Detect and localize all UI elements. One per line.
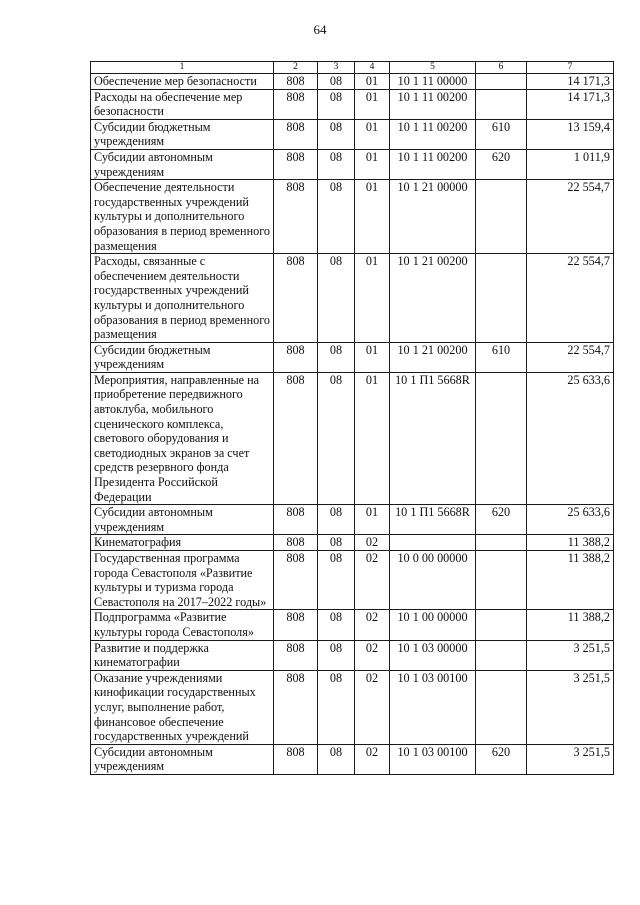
row-target-article-code: 10 1 11 00200: [390, 149, 476, 179]
row-expense-type-code: 620: [476, 149, 527, 179]
row-amount: 11 388,2: [527, 551, 614, 610]
row-section-code: 08: [318, 610, 355, 640]
row-amount: 1 011,9: [527, 149, 614, 179]
row-section-code: 08: [318, 670, 355, 744]
row-section-code: 08: [318, 505, 355, 535]
column-header: 7: [527, 62, 614, 74]
row-section-code: 08: [318, 254, 355, 343]
row-ved-code: 808: [274, 670, 318, 744]
row-ved-code: 808: [274, 551, 318, 610]
row-amount: 3 251,5: [527, 670, 614, 744]
row-name: Государственная программа города Севастополя «Развитие культуры и туризма города Севастополя на 2017–2022 годы»: [91, 551, 274, 610]
row-ved-code: 808: [274, 119, 318, 149]
row-expense-type-code: 620: [476, 744, 527, 774]
row-subsection-code: 02: [355, 744, 390, 774]
row-subsection-code: 02: [355, 535, 390, 551]
row-section-code: 08: [318, 372, 355, 504]
row-section-code: 08: [318, 744, 355, 774]
row-section-code: 08: [318, 551, 355, 610]
row-subsection-code: 01: [355, 89, 390, 119]
row-target-article-code: 10 1 03 00100: [390, 670, 476, 744]
row-ved-code: 808: [274, 505, 318, 535]
table-row: [91, 551, 614, 610]
row-subsection-code: 01: [355, 254, 390, 343]
row-expense-type-code: [476, 670, 527, 744]
row-target-article-code: 10 1 03 00100: [390, 744, 476, 774]
row-amount: 25 633,6: [527, 372, 614, 504]
row-target-article-code: 10 1 П1 5668R: [390, 372, 476, 504]
row-name: Оказание учреждениями кинофикации государственных услуг, выполнение работ, финансовое обеспечение государственных учреждений: [91, 670, 274, 744]
row-target-article-code: 10 1 21 00200: [390, 342, 476, 372]
row-target-article-code: 10 1 11 00200: [390, 119, 476, 149]
row-ved-code: 808: [274, 149, 318, 179]
row-ved-code: 808: [274, 74, 318, 90]
table-row: [91, 640, 614, 670]
row-section-code: 08: [318, 119, 355, 149]
row-subsection-code: 02: [355, 610, 390, 640]
row-amount: 13 159,4: [527, 119, 614, 149]
row-ved-code: 808: [274, 535, 318, 551]
row-target-article-code: 10 1 11 00000: [390, 74, 476, 90]
row-ved-code: 808: [274, 640, 318, 670]
row-amount: 25 633,6: [527, 505, 614, 535]
row-name: Обеспечение деятельности государственных учреждений культуры и дополнительного образования в период временного размещения: [91, 180, 274, 254]
row-amount: 3 251,5: [527, 744, 614, 774]
row-ved-code: 808: [274, 180, 318, 254]
table-row: [91, 610, 614, 640]
column-header: 6: [476, 62, 527, 74]
table-row: [91, 342, 614, 372]
row-target-article-code: 10 1 П1 5668R: [390, 505, 476, 535]
row-target-article-code: [390, 535, 476, 551]
row-expense-type-code: [476, 254, 527, 343]
row-target-article-code: 10 1 11 00200: [390, 89, 476, 119]
row-target-article-code: 10 1 03 00000: [390, 640, 476, 670]
row-expense-type-code: [476, 535, 527, 551]
row-subsection-code: 01: [355, 119, 390, 149]
row-subsection-code: 02: [355, 551, 390, 610]
row-amount: 22 554,7: [527, 342, 614, 372]
table-row: [91, 74, 614, 90]
budget-table: [90, 61, 614, 775]
row-expense-type-code: 610: [476, 342, 527, 372]
row-name: Развитие и поддержка кинематографии: [91, 640, 274, 670]
row-target-article-code: 10 0 00 00000: [390, 551, 476, 610]
row-subsection-code: 01: [355, 342, 390, 372]
row-expense-type-code: [476, 610, 527, 640]
row-ved-code: 808: [274, 372, 318, 504]
row-name: Субсидии автономным учреждениям: [91, 505, 274, 535]
row-ved-code: 808: [274, 254, 318, 343]
row-subsection-code: 01: [355, 180, 390, 254]
table-row: [91, 149, 614, 179]
table-row: [91, 505, 614, 535]
row-section-code: 08: [318, 342, 355, 372]
row-expense-type-code: [476, 640, 527, 670]
row-name: Подпрограмма «Развитие культуры города Севастополя»: [91, 610, 274, 640]
row-subsection-code: 01: [355, 74, 390, 90]
row-name: Кинематография: [91, 535, 274, 551]
table-row: [91, 180, 614, 254]
row-ved-code: 808: [274, 89, 318, 119]
column-header: 1: [91, 62, 274, 74]
row-amount: 14 171,3: [527, 89, 614, 119]
row-section-code: 08: [318, 180, 355, 254]
row-section-code: 08: [318, 74, 355, 90]
column-header: 3: [318, 62, 355, 74]
row-name: Субсидии автономным учреждениям: [91, 149, 274, 179]
row-section-code: 08: [318, 89, 355, 119]
row-name: Обеспечение мер безопасности: [91, 74, 274, 90]
row-target-article-code: 10 1 21 00000: [390, 180, 476, 254]
page-number: 64: [313, 22, 327, 37]
row-amount: 11 388,2: [527, 610, 614, 640]
table-row: [91, 254, 614, 343]
row-expense-type-code: [476, 74, 527, 90]
row-amount: 14 171,3: [527, 74, 614, 90]
row-subsection-code: 01: [355, 149, 390, 179]
row-name: Расходы, связанные с обеспечением деятельности государственных учреждений культуры и дополнительного образования в период временного размещения: [91, 254, 274, 343]
table-row: [91, 119, 614, 149]
table-row: [91, 372, 614, 504]
column-header: 4: [355, 62, 390, 74]
header-row: [91, 62, 614, 74]
row-section-code: 08: [318, 149, 355, 179]
row-amount: 3 251,5: [527, 640, 614, 670]
row-ved-code: 808: [274, 342, 318, 372]
table-row: [91, 89, 614, 119]
row-ved-code: 808: [274, 610, 318, 640]
row-target-article-code: 10 1 21 00200: [390, 254, 476, 343]
table-row: [91, 535, 614, 551]
row-section-code: 08: [318, 640, 355, 670]
row-expense-type-code: [476, 372, 527, 504]
table-row: [91, 744, 614, 774]
row-name: Мероприятия, направленные на приобретение передвижного автоклуба, мобильного сценического комплекса, светового оборудования и светодиодных экранов за счет средств резервного фонда Президента Российской Федерации: [91, 372, 274, 504]
row-subsection-code: 01: [355, 505, 390, 535]
row-amount: 11 388,2: [527, 535, 614, 551]
row-name: Расходы на обеспечение мер безопасности: [91, 89, 274, 119]
row-subsection-code: 02: [355, 670, 390, 744]
column-header: 2: [274, 62, 318, 74]
row-target-article-code: 10 1 00 00000: [390, 610, 476, 640]
table-row: [91, 670, 614, 744]
row-name: Субсидии бюджетным учреждениям: [91, 342, 274, 372]
row-subsection-code: 01: [355, 372, 390, 504]
row-section-code: 08: [318, 535, 355, 551]
row-expense-type-code: 610: [476, 119, 527, 149]
table-body: [91, 74, 614, 775]
row-name: Субсидии автономным учреждениям: [91, 744, 274, 774]
row-expense-type-code: 620: [476, 505, 527, 535]
row-expense-type-code: [476, 551, 527, 610]
row-subsection-code: 02: [355, 640, 390, 670]
row-amount: 22 554,7: [527, 180, 614, 254]
row-name: Субсидии бюджетным учреждениям: [91, 119, 274, 149]
row-ved-code: 808: [274, 744, 318, 774]
column-header: 5: [390, 62, 476, 74]
row-amount: 22 554,7: [527, 254, 614, 343]
row-expense-type-code: [476, 180, 527, 254]
row-expense-type-code: [476, 89, 527, 119]
